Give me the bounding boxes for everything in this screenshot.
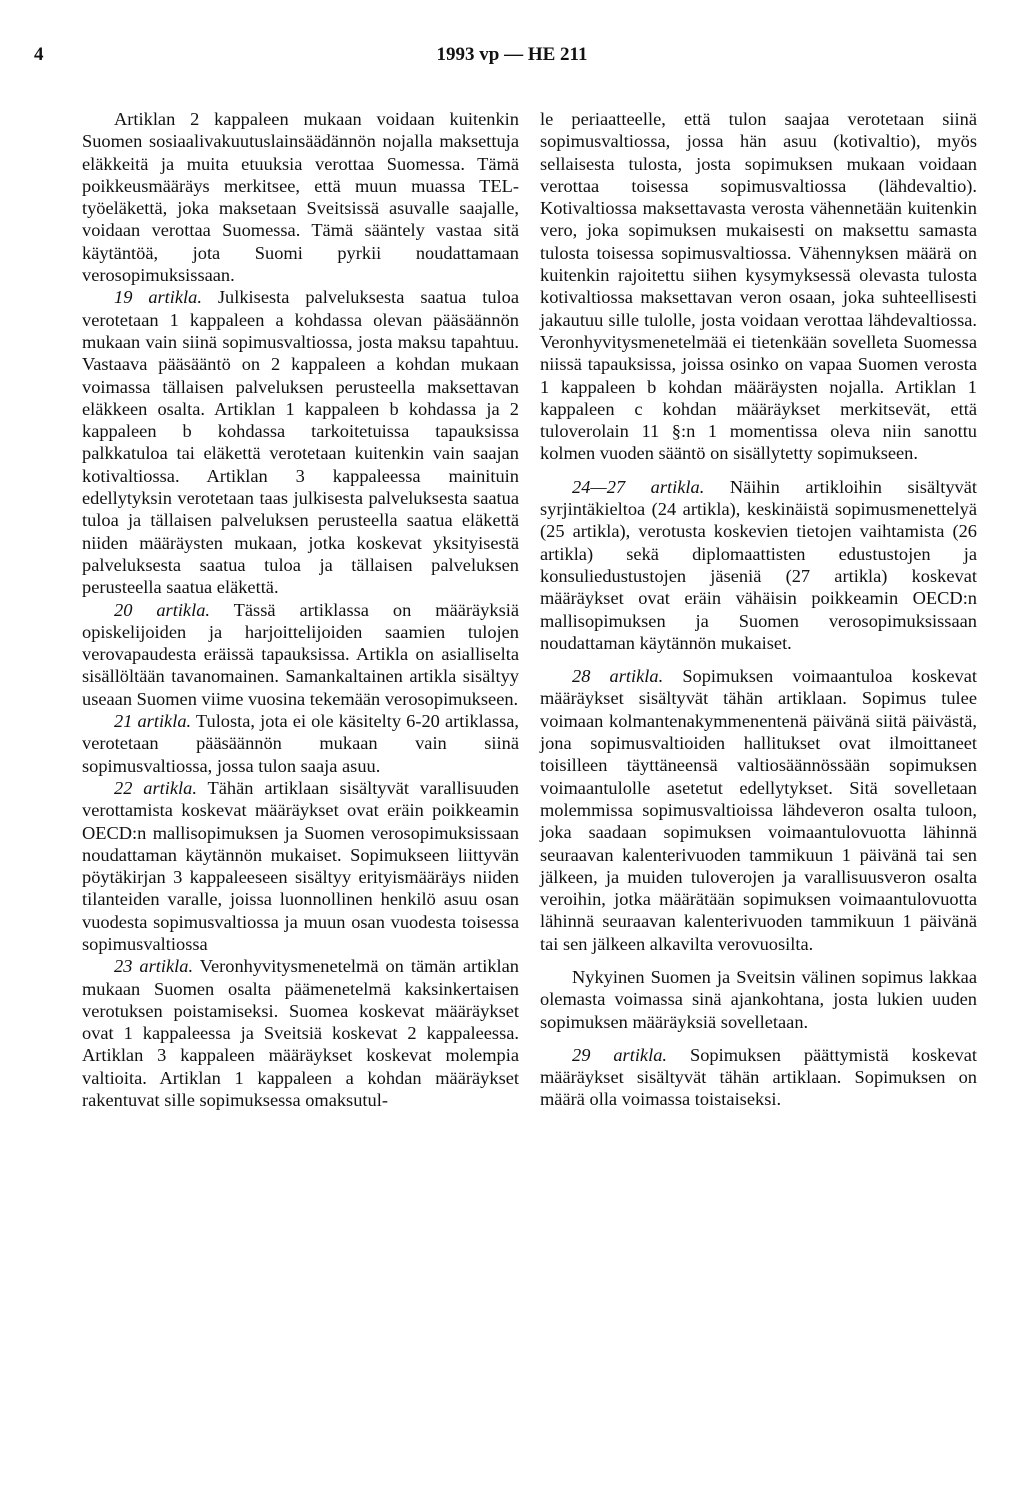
paragraph-text: Nykyinen Suomen ja Sveitsin välinen sopimus lakkaa olemasta voimassa sinä ajankohtana, josta lukien uuden sopimuksen määräyksiä sovelletaan. bbox=[540, 966, 977, 1032]
paragraph-text: le periaatteelle, että tulon saajaa verotetaan siinä sopimusvaltiossa, jossa hän asuu (kotivaltio), myös sellaisesta tulosta, josta sopimuksen mukaan voidaan verottaa toisessa sopimusvaltiossa (lähdevaltio). Kotivaltiossa maksettavasta verosta vähennetään kuitenkin vero, joka sopimuksen mukaisesti on maksettu samasta tulosta toisessa sopimusvaltiossa. Vähennyksen määrä on kuitenkin rajoitettu siihen kysymyksessä olevasta tulosta kotivaltiossa maksettavan veron osaan, joka suhteellisesti jakautuu sille tulolle, josta voidaan verottaa lähdevaltiossa. Veronhyvitysmenetelmää ei tietenkään sovelleta Suomessa niissä tapauksissa, joissa osinko on vapaa Suomen verosta 1 kappaleen b kohdan määräysten nojalla. Artiklan 1 kappaleen c kohdan määräykset merkitsevät, että tuloverolain 11 §:n 1 momentissa oleva niin sanottu kolmen vuoden sääntö on sisällytetty sopimukseen. bbox=[540, 109, 977, 464]
article-label: 22 artikla. bbox=[114, 777, 197, 798]
article-label: 23 artikla. bbox=[114, 956, 194, 977]
article-label: 20 artikla. bbox=[114, 599, 210, 620]
paragraph bbox=[82, 108, 519, 286]
article-label: 19 artikla. bbox=[114, 287, 202, 308]
left-column bbox=[82, 108, 519, 1111]
paragraph-text: Tässä artiklassa on määräyksiä opiskelijoiden ja harjoittelijoiden saamien tulojen verovapaudesta eräissä tapauksissa. Artikla on asialliselta sisällöltään tavanomainen. Samankaltainen artikla sisältyy useaan Suomen viime vuosina tekemään verosopimukseen. bbox=[82, 599, 519, 709]
article-label: 28 artikla. bbox=[572, 666, 664, 687]
right-column bbox=[540, 108, 977, 1111]
paragraph-text: Sopimuksen päättymistä koskevat määräykset sisältyvät tähän artiklaan. Sopimuksen on määrä olla voimassa toistaiseksi. bbox=[540, 1044, 977, 1110]
page-number: 4 bbox=[34, 44, 44, 65]
paragraph bbox=[82, 286, 519, 598]
paragraph-text: Sopimuksen voimaantuloa koskevat määräykset sisältyvät tähän artiklaan. Sopimus tulee voimaan kolmantenakymmenentenä päivänä siitä päivästä, jona sopimusvaltioiden hallitukset ovat ilmoittaneet toisilleen täyttäneensä valtiosäännössään sopimuksen voimaantulolle asetetut edellytykset. Sitä sovelletaan molemmissa sopimusvaltioissa lähdeveron osalta tuloon, joka saadaan sopimuksen voimaantulovuotta lähinnä seuraavan kalenterivuoden tammikuun 1 päivänä tai sen jälkeen, ja muiden tuloverojen ja varallisuusveron osalta veroihin, jotka määrätään sopimuksen voimaantulovuotta lähinnä seuraavan kalenterivuoden tammikuun 1 päivänä tai sen jälkeen alkavilta verovuosilta. bbox=[540, 666, 978, 954]
paragraph bbox=[82, 710, 519, 777]
paragraph bbox=[540, 476, 977, 654]
article-label: 21 artikla. bbox=[114, 711, 192, 732]
paragraph-text: Tähän artiklaan sisältyvät varallisuuden verottamista koskevat määräykset ovat eräin poikkeamin OECD:n mallisopimuksen ja Suomen verosopimuksissaan noudattaman käytännön mukaiset. Sopimukseen liittyvän pöytäkirjan 3 kappaleeseen sisältyy erityismääräys niiden tilanteiden varalle, joissa luonnollinen henkilö asuu osan vuodesta sopimusvaltiossa ja muun osan vuodesta toisessa sopimusvaltiossa bbox=[82, 777, 519, 954]
paragraph bbox=[540, 1044, 977, 1111]
running-head: 1993 vp — HE 211 bbox=[436, 44, 588, 65]
paragraph bbox=[540, 665, 977, 955]
paragraph-text: Artiklan 2 kappaleen mukaan voidaan kuitenkin Suomen sosiaalivakuutuslainsäädännön nojalla maksettuja eläkkeitä ja muita etuuksia verottaa Suomessa. Tämä poikkeusmääräys merkitsee, että muun muassa TEL-työeläkettä, joka maksetaan Sveitsissä asuvalle saajalle, voidaan verottaa Suomessa. Tämä sääntely vastaa sitä käytäntöä, jota Suomi pyrkii noudattamaan verosopimuksissaan. bbox=[82, 109, 519, 286]
paragraph-text: Veronhyvitysmenetelmä on tämän artiklan mukaan Suomen osalta päämenetelmä kaksinkertaisen verotuksen poistamiseksi. Suomea koskevat määräykset ovat 1 kappaleessa ja Sveitsiä koskevat 2 kappaleessa. Artiklan 3 kappaleen määräykset koskevat molempia valtioita. Artiklan 1 kappaleen a kohdan määräykset rakentuvat sille sopimuksessa omaksutul- bbox=[82, 956, 520, 1111]
paragraph bbox=[540, 108, 977, 465]
paragraph-text: Näihin artikloihin sisältyvät syrjintäkieltoa (24 artikla), keskinäistä sopimusmenettelyä (25 artikla), verotusta koskevien tietojen vaihtamista (26 artikla) sekä diplomaattisten edustustojen ja konsuliedustustojen jäseniä (27 artikla) koskevat määräykset ovat eräin vähäisin poikkeamin OECD:n mallisopimuksen ja Suomen verosopimuksissaan noudattaman käytännön mukaiset. bbox=[540, 476, 977, 653]
page-header bbox=[0, 44, 1024, 78]
paragraph bbox=[82, 599, 519, 710]
paragraph bbox=[540, 966, 977, 1033]
paragraph bbox=[82, 777, 519, 955]
article-label: 29 artikla. bbox=[572, 1044, 667, 1065]
article-label: 24—27 artikla. bbox=[572, 476, 705, 497]
paragraph bbox=[82, 955, 519, 1111]
paragraph-text: Tulosta, jota ei ole käsitelty 6-20 artiklassa, verotetaan pääsäännön mukaan vain siinä sopimusvaltiossa, jossa tulon saaja asuu. bbox=[82, 711, 520, 776]
paragraph-text: Julkisesta palveluksesta saatua tuloa verotetaan 1 kappaleen a kohdassa olevan pääsäännön mukaan vain siinä sopimusvaltiossa, josta maksu tapahtuu. Vastaava pääsääntö on 2 kappaleen a kohdan mukaan voimassa tällaisen palveluksen perusteella maksettavan eläkkeen osalta. Artiklan 1 kappaleen b kohdassa ja 2 kappaleen b kohdassa tarkoitetuissa tapauksissa palkkatuloa tai eläkettä verotetaan kuitenkin vain saajan kotivaltiossa. Artiklan 3 kappaleessa mainituin edellytyksin verotetaan taas julkisesta palveluksesta saatua tuloa ja tällaisen palveluksen perusteella saatua eläkettä niiden määräysten mukaan, jotka koskevat yksityisestä palveluksesta saatua tuloa ja tällaisen palveluksen perusteella saatua eläkettä. bbox=[82, 287, 520, 598]
